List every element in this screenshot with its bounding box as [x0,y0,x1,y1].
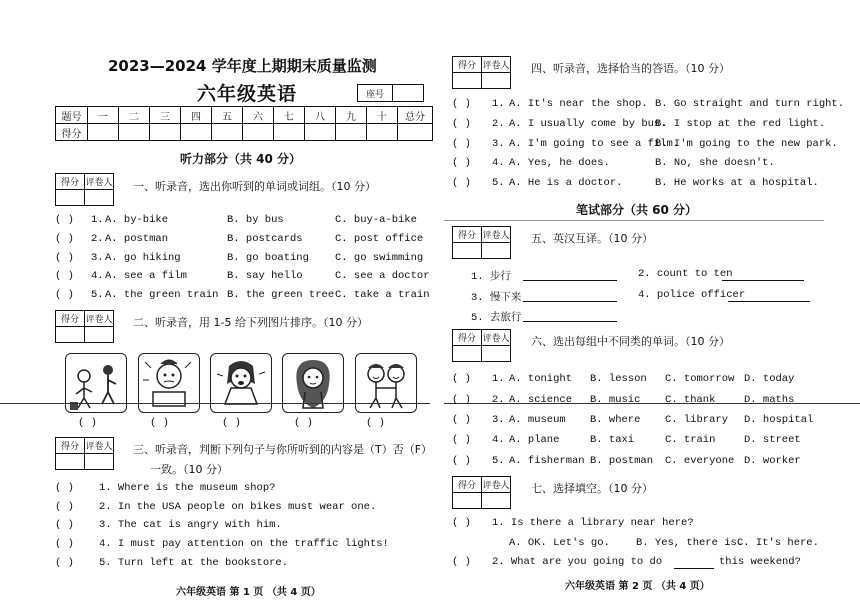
translation-prompt: 2. count to ten [638,268,733,280]
grader-name-label: 评卷人 [482,57,511,73]
option-b: B. I'm going to the new park. [655,138,838,150]
answer-paren[interactable]: ( ) [452,517,471,529]
picture-order-paren[interactable]: ( ) [78,417,97,429]
answer-paren[interactable]: ( ) [452,138,471,150]
grader-score-cell[interactable] [453,493,482,509]
option-d: D. hospital [744,414,814,426]
option-a: A. by-bike [105,214,169,226]
option-c: C. everyone [665,455,735,467]
picture-order-paren[interactable]: ( ) [294,417,313,429]
score-cell[interactable] [150,124,181,141]
option-d: D. maths [744,394,795,406]
score-cell[interactable] [212,124,243,141]
score-header-cell: 二 [119,107,150,124]
option-b: B. No, she doesn't. [655,157,775,169]
answer-paren[interactable]: ( ) [55,214,74,226]
fold-line-right [444,403,860,404]
item-number: 1. [492,373,505,385]
option-b: B. taxi [590,434,635,446]
grader-name-cell[interactable] [85,190,114,206]
score-header-cell: 五 [212,107,243,124]
fold-line-right-upper [444,220,824,221]
grader-name-label: 评卷人 [482,477,511,493]
option-c: C. post office [335,233,424,245]
score-header-cell: 三 [150,107,181,124]
section3-title-line1: 三、听录音，判断下列句子与你所听到的内容是（T）否（F） [133,443,433,456]
section7-title: 七、选择填空。（10 分） [531,482,653,495]
score-header-cell: 总分 [398,107,433,124]
item-number: 4. [91,270,104,282]
picture-3-girl-shouting [210,353,272,413]
section1-title: 一、听录音，选出你听到的单词或词组。（10 分） [133,180,376,193]
item-number: 4. [492,434,505,446]
grader-score-label: 得分 [453,227,482,243]
score-header-cell: 题号 [56,107,88,124]
grader-box-sec7 [452,476,511,509]
picture-order-paren[interactable]: ( ) [366,417,385,429]
seat-value-cell[interactable] [393,85,424,102]
answer-blank[interactable] [674,568,714,569]
option-c: C. go swimming [335,252,424,264]
answer-paren[interactable]: ( ) [452,556,471,568]
answer-paren[interactable]: ( ) [55,519,74,531]
option-c: C. train [665,434,716,446]
seat-number-box [357,84,424,102]
option-a: A. science [509,394,573,406]
answer-paren[interactable]: ( ) [452,157,471,169]
answer-paren[interactable]: ( ) [55,538,74,550]
picture-order-paren[interactable]: ( ) [222,417,241,429]
answer-paren[interactable]: ( ) [452,394,471,406]
statement-text: 5. Turn left at the bookstore. [99,557,289,569]
grader-box-sec6 [452,329,511,362]
picture-4-woman-thinking [282,353,344,413]
seat-label: 座号 [358,85,393,102]
section4-title: 四、听录音，选择恰当的答语。（10 分） [531,62,730,75]
option-c: C. thank [665,394,716,406]
grader-score-cell[interactable] [56,327,85,343]
answer-paren[interactable]: ( ) [55,252,74,264]
item-number: 3. [492,138,505,150]
grader-name-label: 评卷人 [85,174,114,190]
statement-text: 4. I must pay attention on the traffic lights! [99,538,389,550]
answer-paren[interactable]: ( ) [55,501,74,513]
option-a: A. postman [105,233,169,245]
option-b: B. music [590,394,641,406]
option-a: A. It's near the shop. [509,98,648,110]
option-b: B. say hello [227,270,303,282]
grader-score-cell[interactable] [453,73,482,89]
question-text: 1. Is there a library near here? [492,517,694,529]
grader-score-label: 得分 [453,330,482,346]
option-c: C. buy-a-bike [335,214,417,226]
translation-prompt: 5. 去旅行 [471,312,522,324]
statement-text: 3. The cat is angry with him. [99,519,282,531]
option-c: C. It's here. [737,537,819,549]
translation-prompt: 3. 慢下来 [471,292,522,304]
grader-score-cell[interactable] [453,243,482,259]
translation-prompt: 4. police officer [638,289,746,301]
option-b: B. the green tree [227,289,335,301]
score-table-score-row [56,124,433,141]
answer-blank[interactable] [523,280,617,281]
score-cell[interactable] [181,124,212,141]
answer-paren[interactable]: ( ) [55,270,74,282]
grader-name-cell[interactable] [85,454,114,470]
answer-paren[interactable]: ( ) [55,482,74,494]
score-header-cell: 一 [88,107,119,124]
score-cell[interactable] [274,124,305,141]
score-header-cell: 六 [243,107,274,124]
picture-2-boy-angry [138,353,200,413]
option-a: A. see a film [105,270,187,282]
statement-text: 1. Where is the museum shop? [99,482,276,494]
answer-blank[interactable] [722,280,804,281]
score-cell[interactable] [88,124,119,141]
grader-score-label: 得分 [56,174,85,190]
footer-page-2: 六年级英语 第 2 页 （共 4 页） [565,581,710,592]
option-b: B. lesson [590,373,647,385]
score-header-cell: 四 [181,107,212,124]
exam-title: 2023—2024 学年度上期期末质量监测 [108,57,377,75]
score-header-cell: 七 [274,107,305,124]
item-number: 1. [492,98,505,110]
grader-score-label: 得分 [453,57,482,73]
answer-paren[interactable]: ( ) [55,289,74,301]
option-c: C. take a train [335,289,430,301]
option-a: A. He is a doctor. [509,177,623,189]
grader-score-label: 得分 [453,477,482,493]
grader-box-sec4 [452,56,511,89]
grader-name-label: 评卷人 [482,330,511,346]
score-cell[interactable] [336,124,367,141]
score-header-cell: 八 [305,107,336,124]
answer-blank[interactable] [728,301,810,302]
grader-box-sec2 [55,310,114,343]
grader-name-label: 评卷人 [85,438,114,454]
picture-order-paren[interactable]: ( ) [150,417,169,429]
item-number: 4. [492,157,505,169]
option-c: C. library [665,414,729,426]
section2-title: 二、听录音，用 1-5 给下列图片排序。（10 分） [133,316,368,329]
option-a: A. museum [509,414,566,426]
grader-name-cell[interactable] [482,73,511,89]
answer-paren[interactable]: ( ) [452,414,471,426]
question-text-after: this weekend? [719,556,801,568]
picture-5-two-kids [355,353,417,413]
grader-name-label: 评卷人 [482,227,511,243]
option-a: A. plane [509,434,560,446]
grader-box-sec3 [55,437,114,470]
answer-paren[interactable]: ( ) [55,557,74,569]
option-a: A. OK. Let's go. [509,537,610,549]
option-b: B. by bus [227,214,284,226]
answer-paren[interactable]: ( ) [452,177,471,189]
item-number: 1. [91,214,104,226]
option-b: B. postcards [227,233,303,245]
grader-name-cell[interactable] [482,493,511,509]
grader-name-cell[interactable] [85,327,114,343]
item-number: 3. [492,414,505,426]
option-c: C. see a doctor [335,270,430,282]
option-a: A. Yes, he does. [509,157,610,169]
answer-paren[interactable]: ( ) [452,373,471,385]
option-d: D. today [744,373,795,385]
option-a: A. I'm going to see a film. [509,138,680,150]
option-a: A. I usually come by bus. [509,118,667,130]
item-number: 2. [91,233,104,245]
answer-paren[interactable]: ( ) [452,98,471,110]
score-table-header-row [56,107,433,124]
grader-score-cell[interactable] [453,346,482,362]
fold-line-left [0,403,430,404]
grader-name-cell[interactable] [482,346,511,362]
item-number: 5. [91,289,104,301]
section3-title-line2: 一致。（10 分） [150,463,228,476]
grader-score-label: 得分 [56,311,85,327]
answer-paren[interactable]: ( ) [452,118,471,130]
grader-score-cell[interactable] [56,190,85,206]
score-header-cell: 九 [336,107,367,124]
grader-score-cell[interactable] [56,454,85,470]
option-b: B. He works at a hospital. [655,177,819,189]
answer-blank[interactable] [523,301,617,302]
score-cell[interactable] [119,124,150,141]
grader-name-label: 评卷人 [85,311,114,327]
option-b: B. where [590,414,641,426]
option-a: A. tonight [509,373,573,385]
answer-paren[interactable]: ( ) [55,233,74,245]
question-text-before: 2. What are you going to do [492,556,663,568]
section5-title: 五、英汉互译。（10 分） [531,232,653,245]
score-header-cell: 十 [367,107,398,124]
score-table [55,106,433,141]
item-number: 2. [492,394,505,406]
option-d: D. worker [744,455,801,467]
item-number: 2. [492,118,505,130]
option-b: B. Yes, there is. [636,537,744,549]
option-a: A. go hiking [105,252,181,264]
grader-box-sec5 [452,226,511,259]
score-cell[interactable] [243,124,274,141]
score-cell[interactable] [367,124,398,141]
grader-name-cell[interactable] [482,243,511,259]
score-cell[interactable] [305,124,336,141]
option-a: A. fisherman [509,455,585,467]
item-number: 5. [492,177,505,189]
item-number: 5. [492,455,505,467]
option-a: A. the green train [105,289,219,301]
grader-score-label: 得分 [56,438,85,454]
section6-title: 六、选出每组中不同类的单词。（10 分） [531,335,730,348]
grader-box-sec1 [55,173,114,206]
option-c: C. tomorrow [665,373,735,385]
option-b: B. Go straight and turn right. [655,98,845,110]
item-number: 3. [91,252,104,264]
footer-page-1: 六年级英语 第 1 页 （共 4 页） [176,587,321,598]
translation-prompt: 1. 步行 [471,271,511,283]
score-row-label: 得分 [56,124,88,141]
statement-text: 2. In the USA people on bikes must wear one. [99,501,377,513]
answer-blank[interactable] [523,321,617,322]
answer-paren[interactable]: ( ) [452,434,471,446]
option-b: B. I stop at the red light. [655,118,826,130]
answer-paren[interactable]: ( ) [452,455,471,467]
listening-part-title: 听力部分（共 40 分） [180,152,302,166]
picture-1-crossing [65,353,127,413]
option-b: B. postman [590,455,654,467]
option-d: D. street [744,434,801,446]
score-cell[interactable] [398,124,433,141]
writing-part-title: 笔试部分（共 60 分） [576,203,698,217]
exam-subtitle: 六年级英语 [197,83,298,105]
option-b: B. go boating [227,252,309,264]
